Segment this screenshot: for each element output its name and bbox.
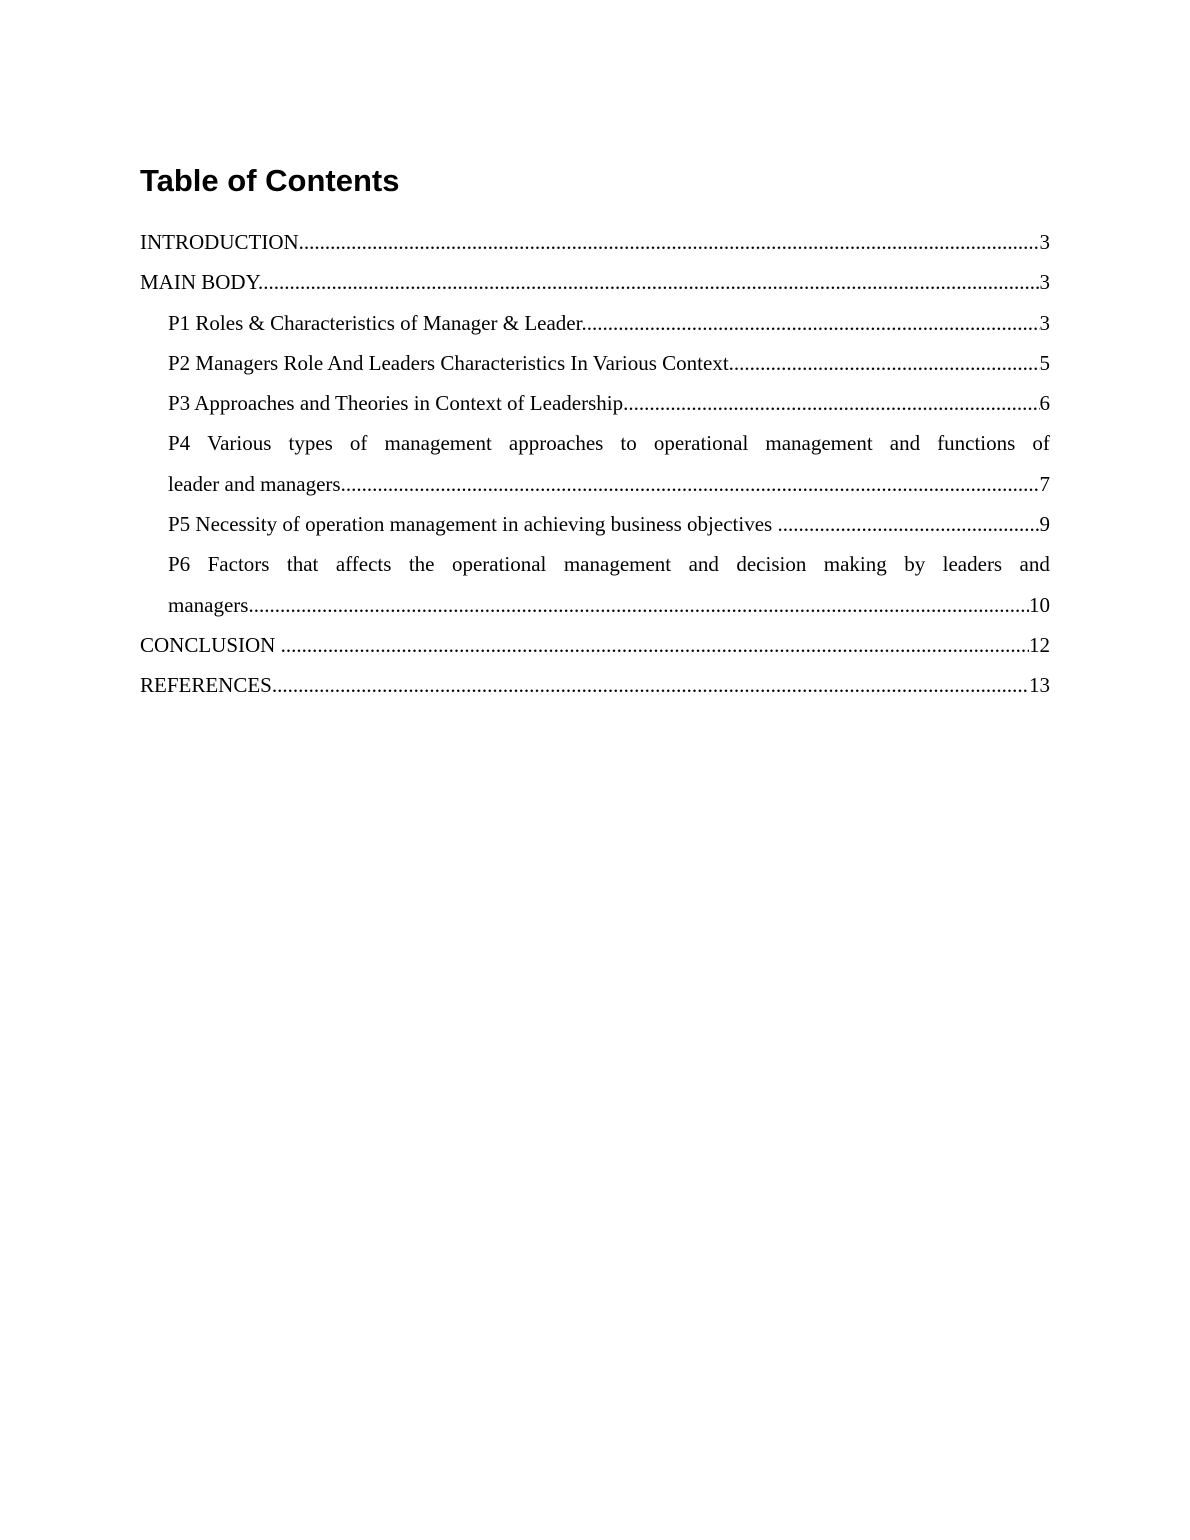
toc-word: approaches [508,431,604,456]
toc-entry-page: 7 [1039,471,1050,496]
table-of-contents [140,222,1050,706]
toc-word: by [904,552,926,577]
toc-entry-p1[interactable] [168,303,1050,343]
toc-entry-main-body[interactable] [140,262,1050,302]
toc-word: Various [207,431,272,456]
toc-entry-page: 12 [1029,632,1050,657]
toc-title: Table of Contents [140,163,400,198]
toc-word: making [823,552,887,577]
toc-entry-text: P5 Necessity of operation management in achieving business objectives ..... [168,504,1040,544]
toc-word: and [889,431,921,456]
toc-word: Factors [207,552,270,577]
toc-entry-references[interactable] [140,665,1050,705]
toc-word: affects [335,552,392,577]
toc-word: P4 [168,431,191,456]
toc-entry-text: P1 Roles & Characteristics of Manager & Leader ..... [168,303,1040,343]
toc-word: management [765,431,873,456]
toc-word: that [286,552,319,577]
toc-entry-text: P2 Managers Role And Leaders Characteristics In Various Context ..... [168,343,1040,383]
toc-word: of [349,431,368,456]
toc-entry-conclusion[interactable] [140,625,1050,665]
toc-entry-page: 9 [1039,512,1050,537]
toc-entry-page: 3 [1039,310,1050,335]
toc-entry-introduction[interactable] [140,222,1050,262]
toc-word: management [384,431,492,456]
toc-entry-text: REFERENCES ..... [140,665,1029,705]
toc-entry-page: 3 [1039,230,1050,254]
toc-word: P6 [168,552,191,577]
toc-entry-page: 13 [1029,673,1050,698]
toc-word: decision [736,552,807,577]
toc-word: and [1019,552,1050,577]
toc-entry-p3[interactable] [168,383,1050,423]
toc-word: and [688,552,719,577]
toc-entry-text-line1 [168,423,1050,463]
toc-entry-text-line2: managers ..... [168,585,1029,625]
toc-entry-page: 10 [1029,592,1050,617]
toc-entry-page: 6 [1039,391,1050,416]
toc-entry-text: CONCLUSION ..... [140,625,1029,665]
toc-entry-text: MAIN BODY ..... [140,262,1040,302]
toc-entry-p4[interactable] [168,423,1050,504]
toc-entry-text: INTRODUCTION ..... [140,222,1040,262]
toc-word: leaders [942,552,1003,577]
toc-entry-p2[interactable] [168,343,1050,383]
toc-entry-text: P3 Approaches and Theories in Context of Leadership ..... [168,383,1040,423]
toc-entry-text-line1 [168,544,1050,584]
toc-word: the [408,552,435,577]
toc-entry-page: 5 [1039,350,1050,375]
toc-entry-p5[interactable] [168,504,1050,544]
toc-word: operational [653,431,749,456]
toc-word: types [288,431,333,456]
toc-word: operational [451,552,547,577]
toc-entry-text-line2: leader and managers ..... [168,464,1040,504]
toc-word: of [1032,431,1050,456]
toc-word: management [563,552,672,577]
toc-word: functions [937,431,1016,456]
toc-entry-p6[interactable] [168,544,1050,625]
toc-word: to [620,431,637,456]
toc-entry-page: 3 [1039,270,1050,295]
